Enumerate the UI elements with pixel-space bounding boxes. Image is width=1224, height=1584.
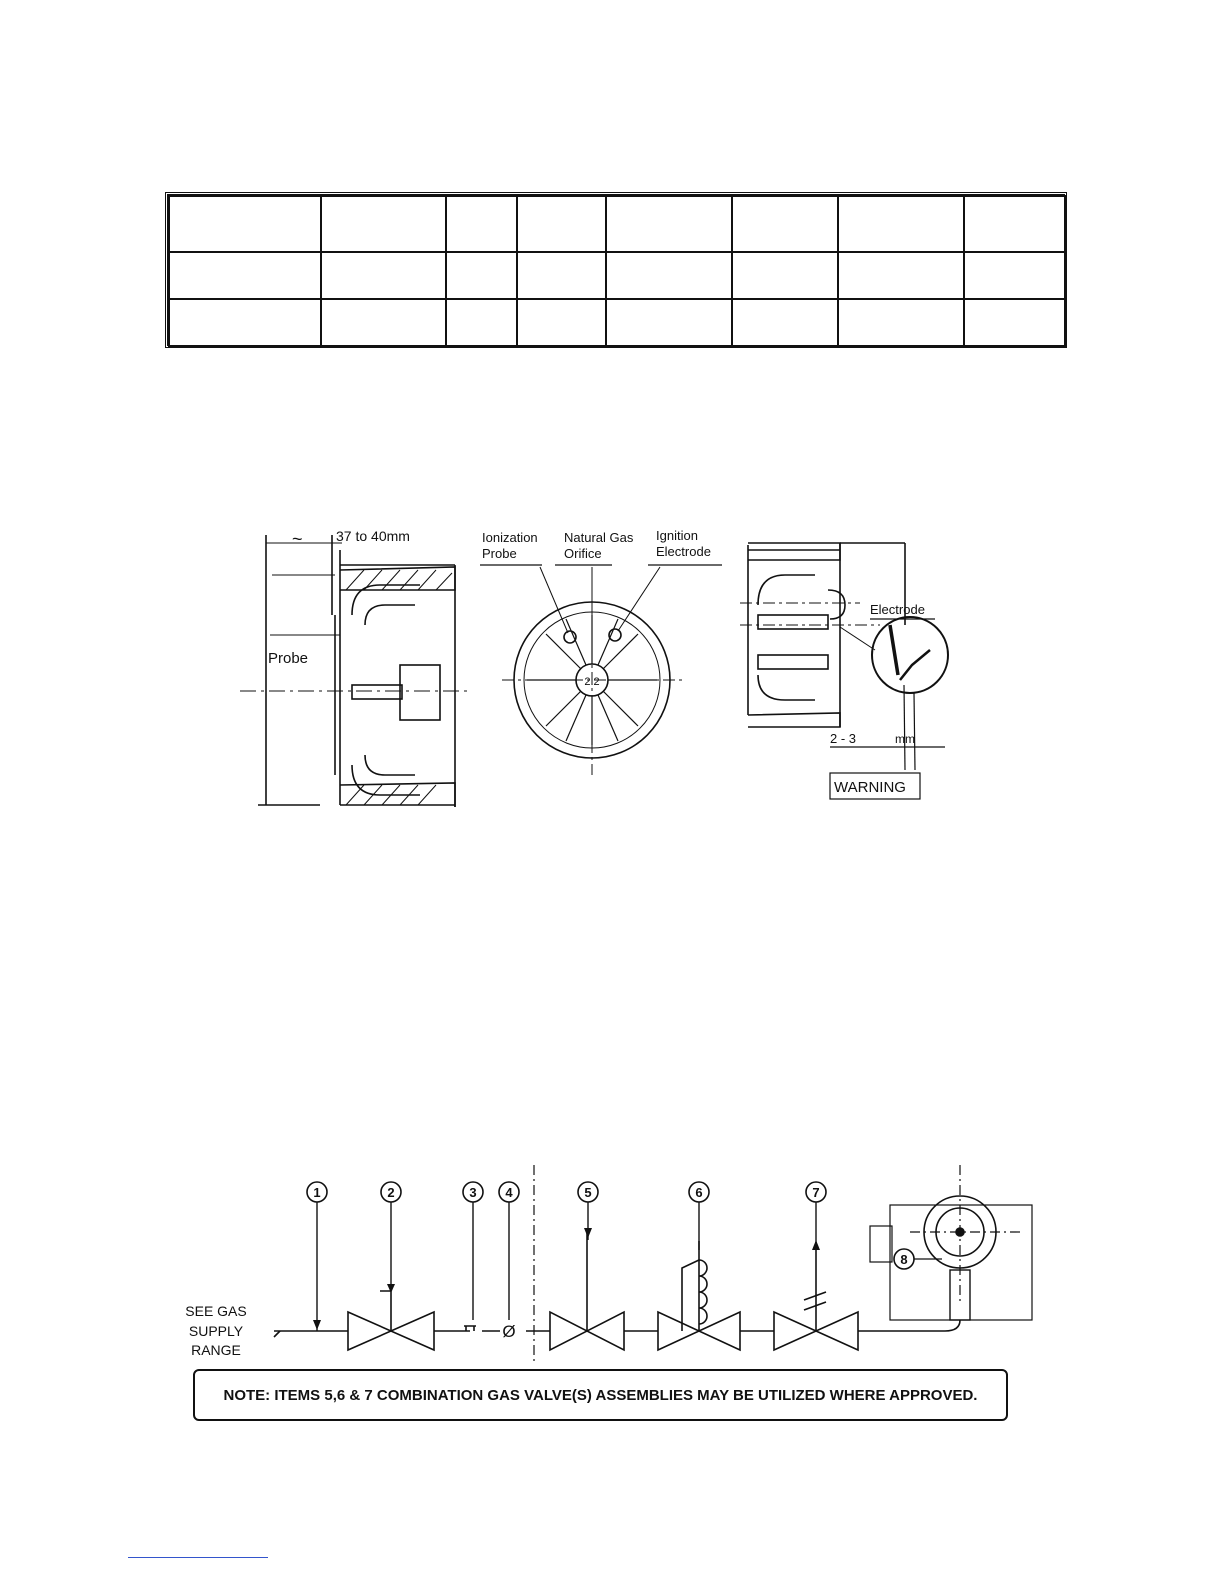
approval-note [193, 1369, 1008, 1421]
ionization-probe-label-1: Ionization [482, 530, 538, 545]
item-5-marker: 5 [584, 1185, 592, 1200]
table-cell [446, 299, 517, 346]
table-cell [321, 252, 446, 299]
gap-label: 2 - 3 [830, 731, 857, 746]
item-7-marker: 7 [812, 1185, 820, 1200]
warning-label: WARNING [834, 779, 906, 796]
gap-unit-label: mm [895, 732, 915, 746]
natural-gas-orifice-label-1: Natural Gas [564, 530, 634, 545]
burner-head-figure [240, 515, 970, 825]
table-cell [732, 299, 838, 346]
filter-symbol: Ø [502, 1322, 516, 1341]
spec-table [165, 192, 1067, 348]
supply-label-1: SEE GAS [185, 1303, 247, 1319]
table-cell [732, 196, 838, 252]
approval-note-text: NOTE: ITEMS 5,6 & 7 COMBINATION GAS VALVE(S) ASSEMBLIES MAY BE UTILIZED WHERE APPROVED. [223, 1386, 978, 1404]
orifice-size-label: 2.2 [584, 676, 600, 688]
spec-table-grid [168, 195, 1066, 347]
electrode-label: Electrode [870, 602, 925, 617]
natural-gas-orifice-label-2: Orifice [564, 546, 602, 561]
table-cell [606, 196, 732, 252]
item-2-marker: 2 [387, 1185, 395, 1200]
table-cell [964, 252, 1065, 299]
ignition-electrode-label-1: Ignition [656, 528, 698, 543]
ionization-probe-label-2: Probe [482, 546, 517, 561]
item-6-marker: 6 [695, 1185, 703, 1200]
table-cell [964, 299, 1065, 346]
table-cell [606, 252, 732, 299]
tilde-mark: ~ [292, 529, 303, 549]
table-cell [517, 252, 606, 299]
table-row [169, 196, 1065, 252]
table-cell [446, 196, 517, 252]
table-cell [838, 252, 964, 299]
table-cell [732, 252, 838, 299]
probe-label: Probe [268, 650, 309, 667]
table-cell [964, 196, 1065, 252]
ignition-electrode-label-2: Electrode [656, 544, 711, 559]
supply-label-2: SUPPLY [188, 1323, 244, 1339]
table-cell [517, 299, 606, 346]
table-cell [169, 252, 321, 299]
table-row [169, 252, 1065, 299]
table-cell [321, 196, 446, 252]
supply-label-3: RANGE [191, 1342, 241, 1358]
table-cell [169, 299, 321, 346]
table-cell [321, 299, 446, 346]
item-3-marker: 3 [469, 1185, 477, 1200]
footer-rule [128, 1557, 268, 1558]
table-cell [606, 299, 732, 346]
dimension-label: 37 to 40mm [336, 528, 410, 544]
table-cell [169, 196, 321, 252]
item-8-marker: 8 [900, 1252, 908, 1267]
table-cell [838, 196, 964, 252]
table-cell [446, 252, 517, 299]
table-row [169, 299, 1065, 346]
item-4-marker: 4 [505, 1185, 513, 1200]
table-cell [517, 196, 606, 252]
gas-train-diagram [170, 1160, 1040, 1365]
item-1-marker: 1 [313, 1185, 321, 1200]
table-cell [838, 299, 964, 346]
